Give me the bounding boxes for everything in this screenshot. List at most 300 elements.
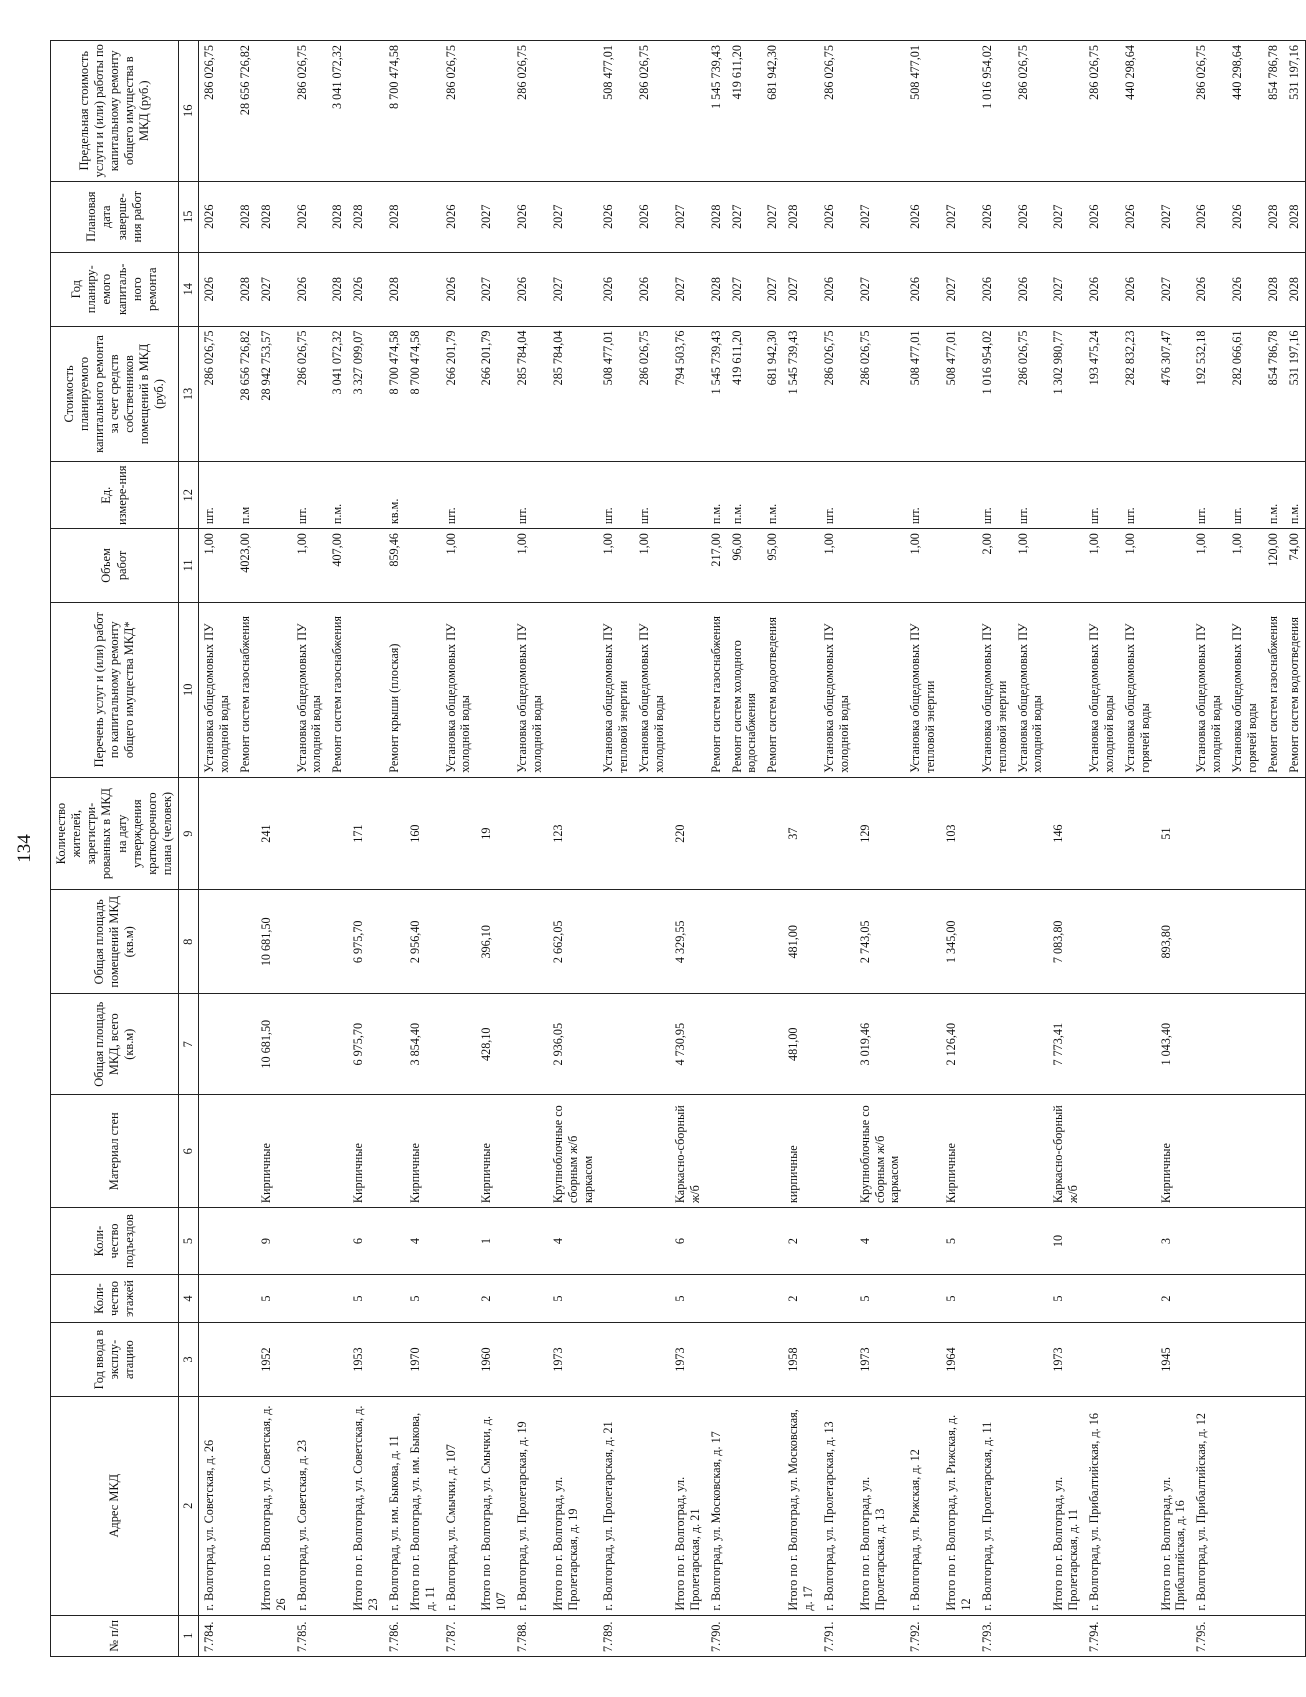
table-cell bbox=[1191, 777, 1227, 890]
table-cell bbox=[762, 777, 783, 890]
table-cell: Установка общедомовых ПУ тепловой энергии bbox=[977, 602, 1013, 777]
table-cell: шт. bbox=[292, 462, 328, 529]
table-cell bbox=[1191, 1208, 1227, 1275]
table-cell: 1,00 bbox=[634, 529, 670, 603]
table-cell bbox=[548, 529, 599, 603]
table-cell: 4 bbox=[405, 1208, 441, 1275]
table-cell: 51 bbox=[1156, 777, 1192, 890]
table-cell bbox=[634, 1615, 670, 1656]
table-cell: 2 956,40 bbox=[405, 890, 441, 994]
table-cell bbox=[1263, 777, 1284, 890]
table-cell: 2026 bbox=[1120, 252, 1156, 326]
table-cell: Крупноблочные со сборным ж/б каркасом bbox=[548, 1095, 599, 1208]
table-cell: 481,00 bbox=[783, 890, 819, 994]
column-header: Количество жителей, зарегистри-рованных в МКД на дату утверждения краткосрочного плана (человек) bbox=[51, 777, 179, 890]
table-cell bbox=[977, 1323, 1013, 1397]
table-cell: 1,00 bbox=[1084, 529, 1120, 603]
table-cell bbox=[292, 890, 328, 994]
table-cell: 859,46 bbox=[384, 529, 405, 603]
table-cell: Установка общедомовых ПУ горячей воды bbox=[1120, 602, 1156, 777]
table-cell: 1958 bbox=[783, 1323, 819, 1397]
table-cell bbox=[1013, 1396, 1049, 1615]
table-cell: 2027 bbox=[855, 181, 906, 252]
table-cell bbox=[405, 41, 441, 182]
table-cell bbox=[706, 1208, 727, 1275]
table-cell bbox=[598, 1208, 634, 1275]
table-cell bbox=[783, 602, 819, 777]
table-cell: Установка общедомовых ПУ горячей воды bbox=[1227, 602, 1263, 777]
column-header: Общая площадь помещений МКД (кв.м) bbox=[51, 890, 179, 994]
table-row bbox=[1013, 41, 1049, 1657]
table-cell: 146 bbox=[1048, 777, 1084, 890]
table-cell: 2028 bbox=[348, 181, 384, 252]
table-cell: 2026 bbox=[441, 252, 477, 326]
table-cell bbox=[256, 602, 292, 777]
table-cell: г. Волгоград, ул. Московская, д. 17 bbox=[706, 1396, 727, 1615]
table-cell bbox=[1263, 1396, 1284, 1615]
table-cell: 1 545 739,43 bbox=[783, 326, 819, 462]
column-header: Год ввода в эксплу-атацию bbox=[51, 1323, 179, 1397]
table-cell: 286 026,75 bbox=[1191, 41, 1227, 182]
table-cell bbox=[327, 1323, 348, 1397]
table-cell bbox=[441, 1208, 477, 1275]
table-row bbox=[977, 41, 1013, 1657]
table-cell: 7.795. bbox=[1191, 1615, 1227, 1656]
table-cell: Установка общедомовых ПУ холодной воды bbox=[199, 602, 235, 777]
table-cell bbox=[1227, 777, 1263, 890]
table-cell: 1,00 bbox=[1227, 529, 1263, 603]
table-cell: 2026 bbox=[905, 252, 941, 326]
table-cell: Каркасно-сборный ж/б bbox=[1048, 1095, 1084, 1208]
table-cell: 7.792. bbox=[905, 1615, 941, 1656]
table-cell bbox=[727, 1208, 763, 1275]
table-cell: 2 743,05 bbox=[855, 890, 906, 994]
table-cell bbox=[548, 602, 599, 777]
table-cell: 28 942 753,57 bbox=[256, 326, 292, 462]
table-cell: 286 026,75 bbox=[199, 41, 235, 182]
table-cell: 2026 bbox=[977, 181, 1013, 252]
table-cell bbox=[199, 1095, 235, 1208]
table-cell bbox=[292, 994, 328, 1095]
table-cell: 2027 bbox=[548, 252, 599, 326]
table-cell bbox=[1048, 602, 1084, 777]
table-cell bbox=[292, 1095, 328, 1208]
table-cell: 681 942,30 bbox=[762, 41, 783, 182]
table-cell: Итого по г. Волгоград, ул. Советская, д. 23 bbox=[348, 1396, 384, 1615]
column-number: 14 bbox=[179, 252, 199, 326]
table-cell: 2026 bbox=[1191, 181, 1227, 252]
table-cell bbox=[762, 1396, 783, 1615]
table-cell bbox=[762, 994, 783, 1095]
table-cell: 1,00 bbox=[199, 529, 235, 603]
table-cell: 854 786,78 bbox=[1263, 41, 1284, 182]
total-row bbox=[256, 41, 292, 1657]
table-cell bbox=[405, 181, 441, 252]
table-cell: 1945 bbox=[1156, 1323, 1192, 1397]
table-cell: 440 298,64 bbox=[1227, 41, 1263, 182]
table-cell bbox=[598, 890, 634, 994]
table-cell: 2028 bbox=[1263, 181, 1284, 252]
table-cell bbox=[762, 1323, 783, 1397]
table-cell: 1 bbox=[476, 1208, 512, 1275]
table-cell: 2026 bbox=[1084, 181, 1120, 252]
table-cell bbox=[762, 890, 783, 994]
table-cell bbox=[727, 1615, 763, 1656]
table-cell: 286 026,75 bbox=[855, 326, 906, 462]
table-cell bbox=[405, 602, 441, 777]
table-row bbox=[199, 41, 235, 1657]
column-header: Год планиру-емого капиталь-ного ремонта bbox=[51, 252, 179, 326]
table-cell bbox=[905, 1274, 941, 1322]
table-cell bbox=[1013, 777, 1049, 890]
table-cell bbox=[941, 462, 977, 529]
table-cell bbox=[1263, 1208, 1284, 1275]
table-cell bbox=[348, 1615, 384, 1656]
table-cell bbox=[1120, 1323, 1156, 1397]
table-cell bbox=[819, 1208, 855, 1275]
table-cell: г. Волгоград, ул. им. Быкова, д. 11 bbox=[384, 1396, 405, 1615]
table-cell bbox=[476, 41, 512, 182]
table-cell: 2028 bbox=[1284, 181, 1305, 252]
table-cell bbox=[1191, 1323, 1227, 1397]
table-cell bbox=[598, 1095, 634, 1208]
table-cell bbox=[727, 777, 763, 890]
table-row bbox=[634, 41, 670, 1657]
table-cell: 2 bbox=[1156, 1274, 1192, 1322]
table-cell bbox=[405, 252, 441, 326]
table-cell: 286 026,75 bbox=[512, 41, 548, 182]
table-cell bbox=[1120, 777, 1156, 890]
table-cell bbox=[1263, 1274, 1284, 1322]
table-cell bbox=[1048, 1615, 1084, 1656]
table-cell: шт. bbox=[634, 462, 670, 529]
table-cell: 5 bbox=[670, 1274, 706, 1322]
table-cell: 5 bbox=[941, 1208, 977, 1275]
table-cell bbox=[1227, 1396, 1263, 1615]
table-row bbox=[292, 41, 328, 1657]
table-row bbox=[706, 41, 727, 1657]
table-cell bbox=[199, 994, 235, 1095]
table-cell bbox=[199, 1323, 235, 1397]
table-cell: 9 bbox=[256, 1208, 292, 1275]
table-cell: 220 bbox=[670, 777, 706, 890]
table-cell: 286 026,75 bbox=[292, 326, 328, 462]
total-row bbox=[855, 41, 906, 1657]
table-cell: 1,00 bbox=[512, 529, 548, 603]
table-cell bbox=[1156, 602, 1192, 777]
table-cell: шт. bbox=[1227, 462, 1263, 529]
table-cell bbox=[348, 529, 384, 603]
table-cell bbox=[327, 1095, 348, 1208]
table-cell bbox=[819, 890, 855, 994]
table-cell: 7.790. bbox=[706, 1615, 727, 1656]
table-cell: 2027 bbox=[670, 252, 706, 326]
table-cell bbox=[476, 1615, 512, 1656]
table-cell bbox=[1084, 777, 1120, 890]
table-cell bbox=[235, 1208, 256, 1275]
table-cell bbox=[348, 462, 384, 529]
table-cell bbox=[1284, 1323, 1305, 1397]
table-cell bbox=[235, 890, 256, 994]
table-cell: 10 681,50 bbox=[256, 890, 292, 994]
table-row bbox=[441, 41, 477, 1657]
table-cell: 508 477,01 bbox=[905, 41, 941, 182]
table-cell: 2028 bbox=[235, 181, 256, 252]
column-number: 12 bbox=[179, 462, 199, 529]
table-cell: 6 975,70 bbox=[348, 890, 384, 994]
table-cell: 2027 bbox=[855, 252, 906, 326]
table-cell bbox=[1191, 1095, 1227, 1208]
table-header bbox=[51, 41, 199, 1657]
table-cell: 171 bbox=[348, 777, 384, 890]
table-cell bbox=[706, 1323, 727, 1397]
table-cell: 266 201,79 bbox=[441, 326, 477, 462]
table-cell: 2028 bbox=[706, 181, 727, 252]
column-header: Коли-чество подъездов bbox=[51, 1208, 179, 1275]
table-cell bbox=[977, 1095, 1013, 1208]
table-cell: шт. bbox=[1191, 462, 1227, 529]
table-cell: 2026 bbox=[199, 181, 235, 252]
column-number: 16 bbox=[179, 41, 199, 182]
table-cell: 7.789. bbox=[598, 1615, 634, 1656]
table-cell: 1952 bbox=[256, 1323, 292, 1397]
table-cell: 440 298,64 bbox=[1120, 41, 1156, 182]
table-cell bbox=[819, 1323, 855, 1397]
table-cell: 1973 bbox=[670, 1323, 706, 1397]
table-cell: 7.784. bbox=[199, 1615, 235, 1656]
table-cell: Итого по г. Волгоград, ул. Пролетарская, д. 13 bbox=[855, 1396, 906, 1615]
table-cell bbox=[905, 1208, 941, 1275]
table-cell: 2027 bbox=[1156, 181, 1192, 252]
table-cell bbox=[1120, 1274, 1156, 1322]
column-number: 13 bbox=[179, 326, 199, 462]
table-cell: 2028 bbox=[783, 181, 819, 252]
table-cell bbox=[512, 1274, 548, 1322]
table-cell: 96,00 bbox=[727, 529, 763, 603]
table-cell: 2026 bbox=[598, 252, 634, 326]
column-number: 8 bbox=[179, 890, 199, 994]
table-cell bbox=[327, 890, 348, 994]
table-cell bbox=[977, 1208, 1013, 1275]
table-cell bbox=[256, 529, 292, 603]
table-cell: 19 bbox=[476, 777, 512, 890]
table-cell bbox=[598, 1323, 634, 1397]
table-cell: 2027 bbox=[476, 181, 512, 252]
table-cell: 531 197,16 bbox=[1284, 326, 1305, 462]
table-cell bbox=[783, 41, 819, 182]
column-header: Общая площадь МКД, всего (кв.м) bbox=[51, 994, 179, 1095]
table-cell bbox=[384, 1274, 405, 1322]
table-cell bbox=[706, 1274, 727, 1322]
table-cell: п.м. bbox=[727, 462, 763, 529]
total-row bbox=[476, 41, 512, 1657]
table-cell bbox=[905, 1095, 941, 1208]
column-header: Адрес МКД bbox=[51, 1396, 179, 1615]
table-cell bbox=[727, 1274, 763, 1322]
table-cell bbox=[670, 1615, 706, 1656]
table-cell bbox=[819, 1095, 855, 1208]
total-row bbox=[1156, 41, 1192, 1657]
table-cell: 286 026,75 bbox=[1013, 41, 1049, 182]
table-cell bbox=[1263, 994, 1284, 1095]
table-cell: Ремонт систем газоснабжения bbox=[1263, 602, 1284, 777]
table-cell bbox=[706, 1095, 727, 1208]
table-cell: п.м. bbox=[327, 462, 348, 529]
table-cell: 2027 bbox=[256, 252, 292, 326]
table-cell: 1,00 bbox=[1013, 529, 1049, 603]
table-cell: 7 773,41 bbox=[1048, 994, 1084, 1095]
table-cell bbox=[1013, 1274, 1049, 1322]
table-cell bbox=[1191, 1274, 1227, 1322]
table-cell: Кирпичные bbox=[941, 1095, 977, 1208]
table-cell: Итого по г. Волгоград, ул. Пролетарская, д. 19 bbox=[548, 1396, 599, 1615]
table-cell bbox=[256, 462, 292, 529]
table-cell: Установка общедомовых ПУ холодной воды bbox=[1013, 602, 1049, 777]
table-cell bbox=[762, 1615, 783, 1656]
table-cell bbox=[512, 1323, 548, 1397]
table-cell: 854 786,78 bbox=[1263, 326, 1284, 462]
total-row bbox=[783, 41, 819, 1657]
table-cell: 8 700 474,58 bbox=[384, 326, 405, 462]
table-cell: 1 345,00 bbox=[941, 890, 977, 994]
table-cell: Итого по г. Волгоград, ул. Пролетарская, д. 21 bbox=[670, 1396, 706, 1615]
table-cell bbox=[384, 890, 405, 994]
table-cell: 286 026,75 bbox=[819, 326, 855, 462]
table-cell: 1964 bbox=[941, 1323, 977, 1397]
capital-repair-table bbox=[50, 40, 1306, 1657]
table-cell bbox=[1227, 1615, 1263, 1656]
table-cell: 123 bbox=[548, 777, 599, 890]
table-cell bbox=[384, 777, 405, 890]
table-cell: 396,10 bbox=[476, 890, 512, 994]
table-cell: 2026 bbox=[1084, 252, 1120, 326]
table-cell bbox=[1084, 1323, 1120, 1397]
table-cell: 6 bbox=[670, 1208, 706, 1275]
table-cell: 28 656 726,82 bbox=[235, 326, 256, 462]
table-cell bbox=[1284, 1095, 1305, 1208]
table-cell bbox=[1263, 1095, 1284, 1208]
table-cell: Ремонт систем газоснабжения bbox=[706, 602, 727, 777]
table-cell bbox=[1284, 890, 1305, 994]
total-row bbox=[405, 41, 441, 1657]
column-number: 10 bbox=[179, 602, 199, 777]
table-cell bbox=[855, 462, 906, 529]
table-cell: кв.м. bbox=[384, 462, 405, 529]
table-cell: Кирпичные bbox=[348, 1095, 384, 1208]
table-cell: 508 477,01 bbox=[905, 326, 941, 462]
column-number: 2 bbox=[179, 1396, 199, 1615]
table-cell bbox=[235, 994, 256, 1095]
table-cell: шт. bbox=[819, 462, 855, 529]
table-cell bbox=[405, 1615, 441, 1656]
table-cell: 1 545 739,43 bbox=[706, 41, 727, 182]
table-cell: 508 477,01 bbox=[941, 326, 977, 462]
table-cell bbox=[1120, 1095, 1156, 1208]
table-cell: 1 016 954,02 bbox=[977, 41, 1013, 182]
table-cell: 74,00 bbox=[1284, 529, 1305, 603]
table-cell: 893,80 bbox=[1156, 890, 1192, 994]
table-cell: Кирпичные bbox=[476, 1095, 512, 1208]
column-header: Материал стен bbox=[51, 1095, 179, 1208]
table-cell: 2026 bbox=[292, 252, 328, 326]
table-cell bbox=[405, 529, 441, 603]
table-cell bbox=[512, 1095, 548, 1208]
table-cell bbox=[1084, 1208, 1120, 1275]
table-row bbox=[819, 41, 855, 1657]
table-cell bbox=[327, 994, 348, 1095]
table-cell: 10 bbox=[1048, 1208, 1084, 1275]
table-cell bbox=[199, 890, 235, 994]
table-cell: Итого по г. Волгоград, ул. им. Быкова, д. 11 bbox=[405, 1396, 441, 1615]
column-number: 1 bbox=[179, 1615, 199, 1656]
total-row bbox=[548, 41, 599, 1657]
table-cell: Установка общедомовых ПУ холодной воды bbox=[1084, 602, 1120, 777]
table-row bbox=[598, 41, 634, 1657]
table-cell bbox=[670, 602, 706, 777]
table-cell bbox=[235, 1396, 256, 1615]
table-cell bbox=[235, 1095, 256, 1208]
table-cell: 3 854,40 bbox=[405, 994, 441, 1095]
table-cell bbox=[762, 1208, 783, 1275]
table-cell: п.м. bbox=[706, 462, 727, 529]
table-cell: 2028 bbox=[1263, 252, 1284, 326]
table-cell bbox=[1013, 1615, 1049, 1656]
table-cell: п.м. bbox=[1284, 462, 1305, 529]
table-cell: Кирпичные bbox=[1156, 1095, 1192, 1208]
table-cell: 2026 bbox=[1013, 252, 1049, 326]
table-cell bbox=[405, 462, 441, 529]
table-cell bbox=[327, 1615, 348, 1656]
table-cell bbox=[1227, 890, 1263, 994]
table-cell: 28 656 726,82 bbox=[235, 41, 256, 182]
table-cell: 2027 bbox=[548, 181, 599, 252]
table-cell: 5 bbox=[855, 1274, 906, 1322]
table-cell: г. Волгоград, ул. Рижская, д. 12 bbox=[905, 1396, 941, 1615]
column-header: Коли-чество этажей bbox=[51, 1274, 179, 1322]
table-cell bbox=[1284, 1208, 1305, 1275]
table-row bbox=[762, 41, 783, 1657]
table-cell: 1 043,40 bbox=[1156, 994, 1192, 1095]
table-cell bbox=[819, 994, 855, 1095]
table-cell: г. Волгоград, ул. Смычки, д. 107 bbox=[441, 1396, 477, 1615]
table-cell bbox=[634, 994, 670, 1095]
table-cell: 1,00 bbox=[819, 529, 855, 603]
table-cell bbox=[1013, 1208, 1049, 1275]
table-cell: г. Волгоград, ул. Пролетарская, д. 13 bbox=[819, 1396, 855, 1615]
table-cell: Итого по г. Волгоград, ул. Рижская, д. 12 bbox=[941, 1396, 977, 1615]
table-cell: 241 bbox=[256, 777, 292, 890]
table-cell: 103 bbox=[941, 777, 977, 890]
table-cell bbox=[634, 1396, 670, 1615]
table-cell: Установка общедомовых ПУ холодной воды bbox=[512, 602, 548, 777]
table-cell: 1,00 bbox=[441, 529, 477, 603]
table-cell bbox=[292, 1208, 328, 1275]
table-cell: Установка общедомовых ПУ тепловой энергии bbox=[905, 602, 941, 777]
table-cell bbox=[235, 1323, 256, 1397]
table-cell bbox=[1048, 462, 1084, 529]
table-row bbox=[1191, 41, 1227, 1657]
table-cell: Ремонт систем водоотведения bbox=[762, 602, 783, 777]
table-cell bbox=[783, 1615, 819, 1656]
table-cell bbox=[905, 994, 941, 1095]
table-cell bbox=[1284, 1274, 1305, 1322]
table-cell: п.м bbox=[235, 462, 256, 529]
table-cell: 2028 bbox=[235, 252, 256, 326]
table-cell: 1973 bbox=[548, 1323, 599, 1397]
table-cell: 5 bbox=[548, 1274, 599, 1322]
table-cell bbox=[292, 1274, 328, 1322]
table-cell bbox=[1084, 1274, 1120, 1322]
